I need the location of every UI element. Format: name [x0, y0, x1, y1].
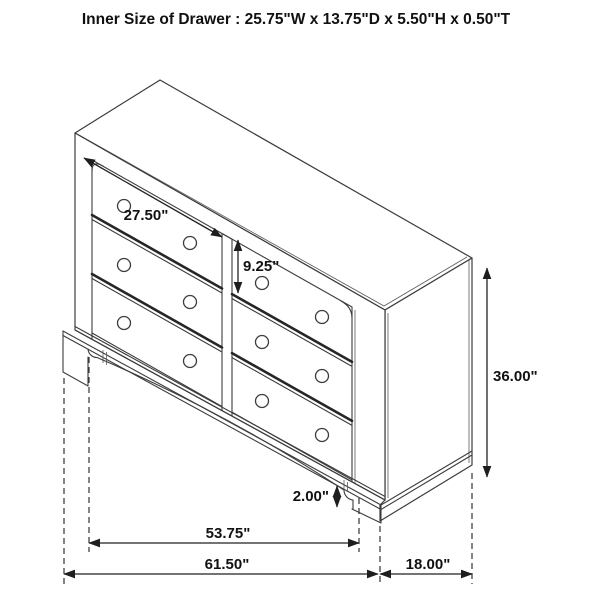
dimension-label-base-foot-height: 2.00" — [292, 488, 329, 505]
knob — [184, 296, 197, 309]
dimension-label-depth: 18.00" — [405, 556, 451, 573]
knob — [256, 395, 269, 408]
knob — [316, 429, 329, 442]
dimension-label-feet-span: 53.75" — [205, 525, 251, 542]
knob — [256, 336, 269, 349]
dimension-label-overall-width: 61.50" — [204, 556, 250, 573]
knob — [316, 311, 329, 324]
knob — [184, 237, 197, 250]
knob — [256, 277, 269, 290]
knob — [118, 259, 131, 272]
left-foot — [63, 331, 88, 386]
page-title: Inner Size of Drawer : 25.75"W x 13.75"D x 5.50"H x 0.50"T — [81, 11, 511, 28]
dimension-label-drawer-front-height: 9.25" — [243, 258, 280, 275]
knob — [184, 355, 197, 368]
dimension-label-drawer-opening-width: 27.50" — [123, 207, 169, 224]
knob — [118, 317, 131, 330]
knob — [316, 370, 329, 383]
dimension-label-overall-height: 36.00" — [493, 368, 538, 385]
dresser-drawing — [63, 80, 472, 523]
